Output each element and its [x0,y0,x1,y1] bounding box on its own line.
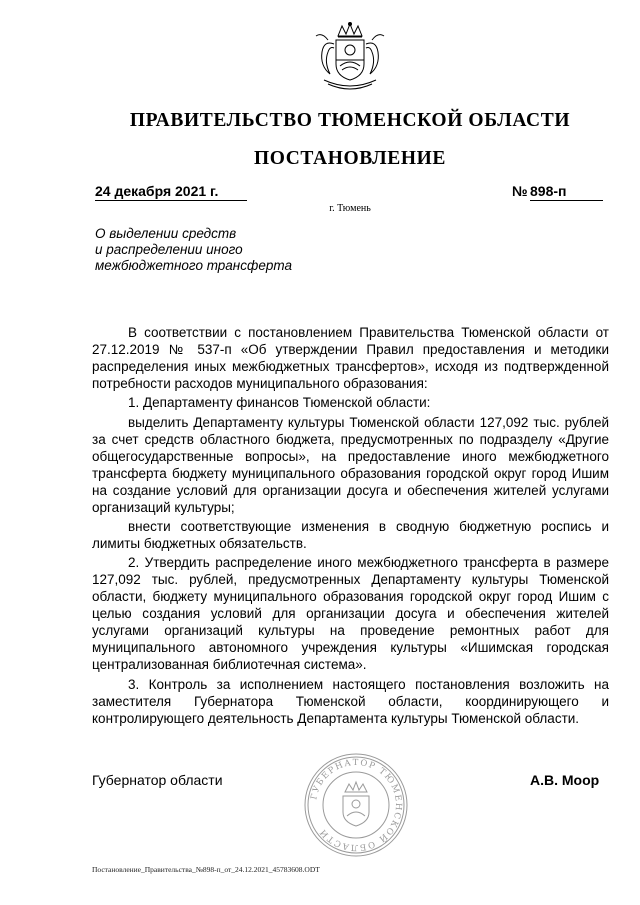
item-1-amend-paragraph: внести соответствующие изменения в сводную бюджетную роспись и лимиты бюджетных обязательств. [92,519,609,551]
document-type-title: ПОСТАНОВЛЕНИЕ [253,148,447,169]
signatory-title: Губернатор области [92,772,223,788]
item-3-paragraph: 3. Контроль за исполнением настоящего постановления возложить на заместителя Губернатора Тюменской области, координирующего и контролирующего деятельность Департамента культуры Тюменской области. [92,677,609,726]
subject-line: О выделении средств [95,226,237,241]
government-name: ПРАВИТЕЛЬСТВО ТЮМЕНСКОЙ ОБЛАСТИ [129,110,571,131]
document-number: 898-п [530,183,603,201]
preamble-paragraph: В соответствии с постановлением Правительства Тюменской области от 27.12.2019 № 537-п «Об утверждении Правил предоставления и методики распределения иных межбюджетных трансфертов», исходя из подтвержденной потребности расходов муниципального образования: [92,325,609,391]
file-name-footer: Постановление_Правительства_№898-п_от_24.12.2021_45783608.ODT [92,865,320,874]
signatory-name: А.В. Моор [530,772,600,788]
governor-seal-icon [303,752,409,858]
number-label: № [512,183,528,199]
document-subject [95,226,355,274]
item-1-heading: 1. Департаменту финансов Тюменской области: [128,395,431,410]
subject-line: и распределении иного [95,242,243,257]
item-1-allocate-paragraph: выделить Департаменту культуры Тюменской области 127,092 тыс. рублей за счет средств областного бюджета, предусмотренных по подразделу «Другие общегосударственные вопросы», на предоставление иного межбюджетного трансферта бюджету муниципального образования городской округ город Ишим на создание условий для организации досуга и обеспечения жителей услугами организаций культуры; [92,415,609,515]
subject-line: межбюджетного трансферта [95,258,293,273]
city-label: г. Тюмень [329,203,371,214]
seal-text: ГУБЕРНАТОР ТЮМЕНСКОЙ ОБЛАСТИ [309,757,404,853]
item-2-paragraph: 2. Утвердить распределение иного межбюджетного трансферта в размере 127,092 тыс. рублей, предусмотренных Департаменту культуры Тюменской области, бюджету муниципального образования городской округ город Ишим с целью создания условий для организации досуга и обеспечения жителей услугами организаций культуры на проведение ремонтных работ для муниципального автономного учреждения культуры «Ишимская городская централизованная библиотечная система». [92,555,609,672]
coat-of-arms-icon [300,22,400,94]
document-date: 24 декабря 2021 г. [95,183,247,201]
